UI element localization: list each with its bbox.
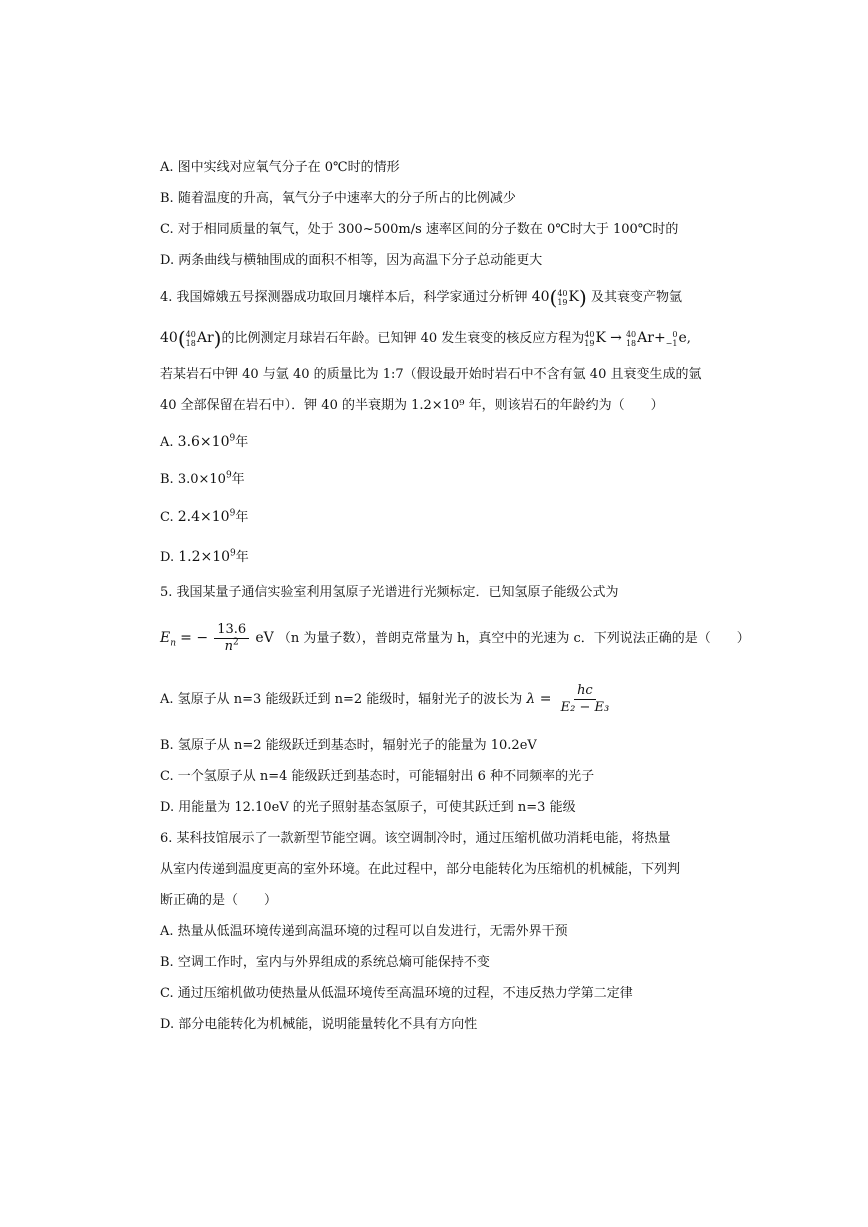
q4-option-c: C. $2.4\times 10^9$年 bbox=[160, 508, 249, 525]
q6-line-3: 断正确的是（ ） bbox=[160, 893, 278, 908]
k-nuclide-numbers: 40 19 bbox=[557, 288, 568, 307]
q6-line-1: 6. 某科技馆展示了一款新型节能空调。该空调制冷时，通过压缩机做功消耗电能，将热量 bbox=[160, 831, 671, 846]
q3-option-d: D. 两条曲线与横轴围成的面积不相等，因为高温下分子总动能更大 bbox=[160, 253, 543, 268]
ar-symbol: Ar bbox=[196, 330, 214, 346]
q5-option-a: A. 氢原子从 n=3 能级跃迁到 n=2 能级时，辐射光子的波长为 λ = $\frac{hc}{\text{E₂ − E₃}}$ bbox=[160, 683, 614, 716]
q4-line-1: 4. 我国嫦娥五号探测器成功取回月壤样本后，科学家通过分析钾 40( 40 19 K) 及其衰变产物氩 bbox=[160, 285, 682, 310]
q6-line-2: 从室内传递到温度更高的室外环境。在此过程中，部分电能转化为压缩机的机械能，下列判 bbox=[160, 862, 681, 877]
q6-option-c: C. 通过压缩机做功使热量从低温环境传至高温环境的过程，不违反热力学第二定律 bbox=[160, 986, 633, 1001]
q3-option-c: C. 对于相同质量的氧气，处于 300~500m/s 速率区间的分子数在 0℃时大于 100℃时的 bbox=[160, 222, 679, 237]
q4-line-3: 若某岩石中钾 40 与氩 40 的质量比为 1:7（假设最开始时岩石中不含有氩 40 且衰变生成的氩 bbox=[160, 367, 702, 382]
q4-text-3: 的比例测定月球岩石年龄。已知钾 40 发生衰变的核反应方程为 bbox=[221, 331, 585, 346]
k-symbol: K bbox=[568, 289, 579, 305]
q4-text-2: 及其衰变产物氩 bbox=[590, 290, 682, 305]
q3-option-a: A. 图中实线对应氧气分子在 0℃时的情形 bbox=[160, 160, 400, 175]
q4-option-d: D. $1.2\times 10^9$年 bbox=[160, 548, 249, 565]
q4-option-a: A. $3.6\times 10^9$年 bbox=[160, 433, 249, 450]
q4-text: 4. 我国嫦娥五号探测器成功取回月壤样本后，科学家通过分析钾 bbox=[160, 290, 528, 305]
wavelength-fraction: $\frac{hc}{\text{E₂ − E₃}}$ bbox=[560, 683, 610, 715]
q6-option-d: D. 部分电能转化为机械能，说明能量转化不具有方向性 bbox=[160, 1017, 478, 1032]
q3-option-b: B. 随着温度的升高，氧气分子中速率大的分子所占的比例减少 bbox=[160, 191, 516, 206]
q5-option-d: D. 用能量为 12.10eV 的光子照射基态氢原子，可使其跃迁到 n=3 能级 bbox=[160, 800, 576, 815]
q5-line-1: 5. 我国某量子通信实验室利用氢原子光谱进行光频标定．已知氢原子能级公式为 bbox=[160, 585, 619, 600]
q5-option-c: C. 一个氢原子从 n=4 能级跃迁到基态时，可能辐射出 6 种不同频率的光子 bbox=[160, 769, 595, 784]
q4-line-4: 40 全部保留在岩石中）．钾 40 的半衰期为 1.2×10⁹ 年，则该岩石的年龄约为（ ） bbox=[160, 398, 664, 413]
q6-option-a: A. 热量从低温环境传递到高温环境的过程可以自发进行，无需外界干预 bbox=[160, 924, 568, 939]
ar40-number: 40 bbox=[160, 330, 178, 346]
q5-option-b: B. 氢原子从 n=2 能级跃迁到基态时，辐射光子的能量为 10.2eV bbox=[160, 738, 537, 753]
q5-formula-line: $E_n$ = − $\frac{13.6}{n^2}$ eV （n 为量子数），普朗克常量为 h，真空中的光速为 c．下列说法正确的是（ ） bbox=[160, 622, 750, 654]
energy-fraction: $\frac{13.6}{n^2}$ bbox=[214, 622, 249, 655]
k40-number: 40 bbox=[531, 289, 550, 305]
arrow-symbol: → bbox=[610, 330, 622, 346]
electron-symbol: e bbox=[678, 330, 687, 346]
q4-option-b: B. $3.0\times 10^9$年 bbox=[160, 470, 245, 487]
q4-line-2: 40( 40 18 Ar)的比例测定月球岩石年龄。已知钾 40 发生衰变的核反应方程为 40 19 K → 40 18 Ar+ 0 −1 e, bbox=[160, 326, 691, 351]
q6-option-b: B. 空调工作时，室内与外界组成的系统总熵可能保持不变 bbox=[160, 955, 490, 970]
